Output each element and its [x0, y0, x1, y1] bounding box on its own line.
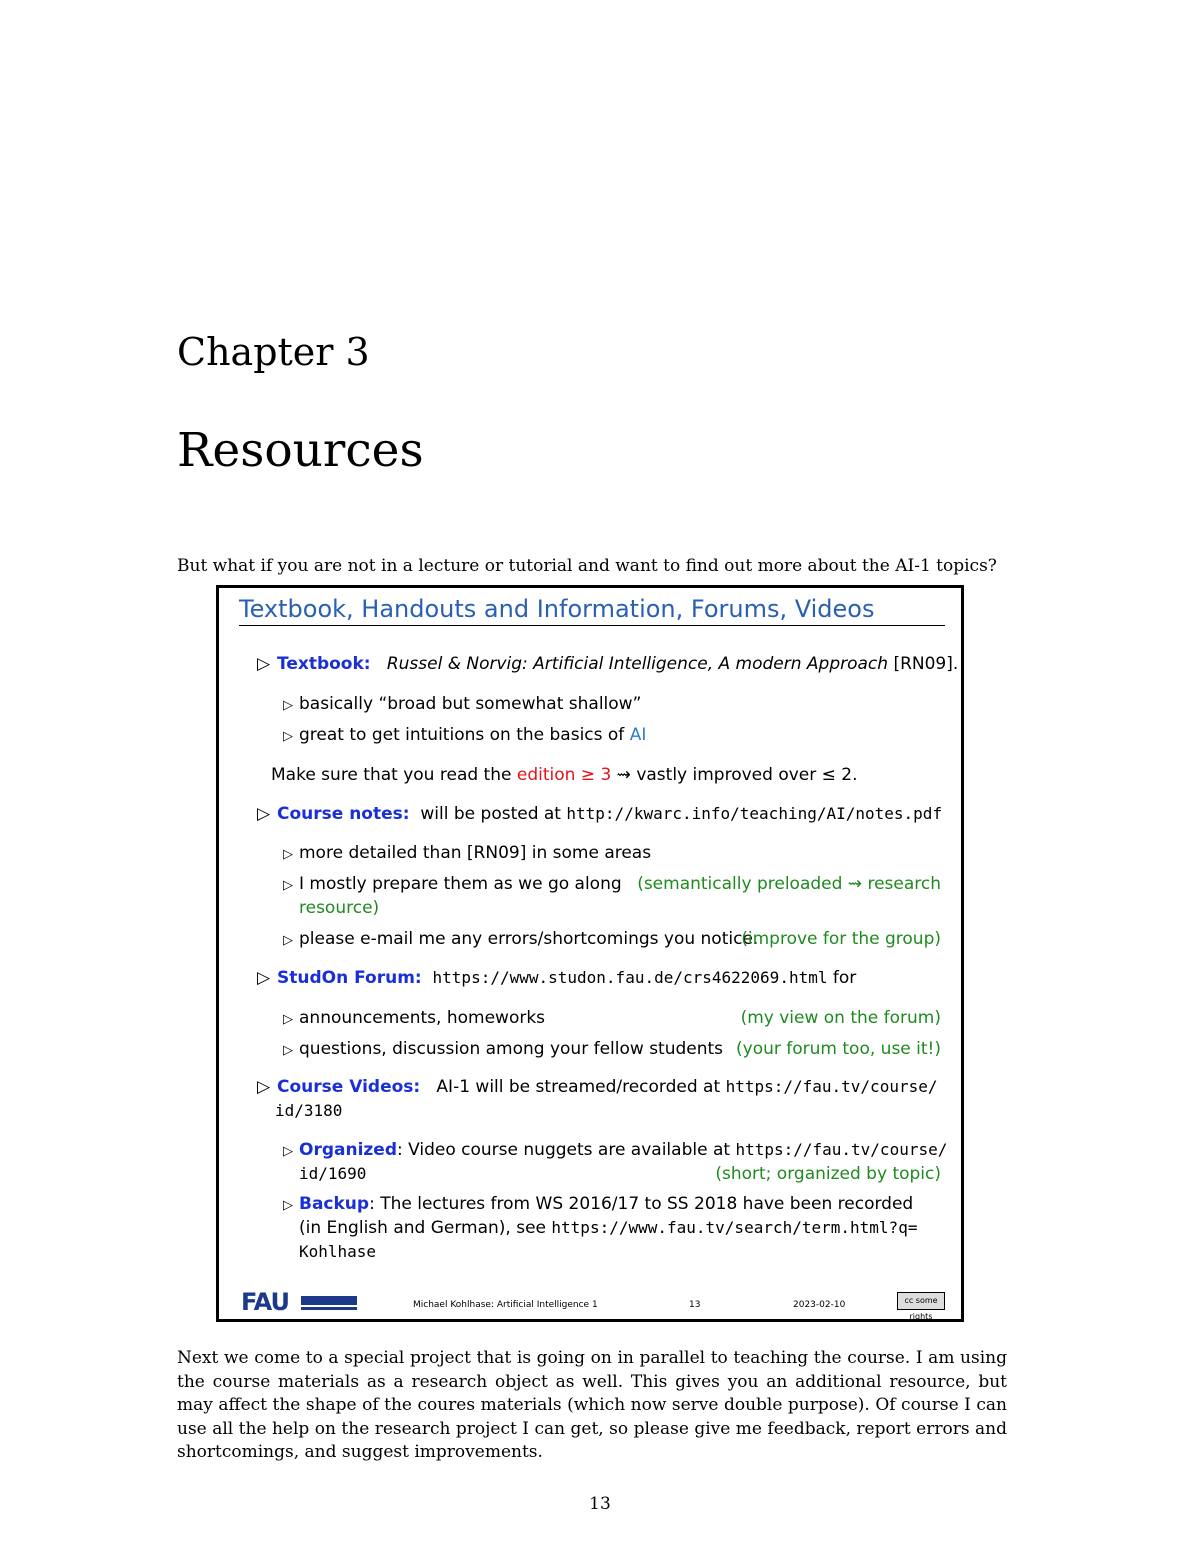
- notes-item: ▷ Course notes: will be posted at http://kwarc.info/teaching/AI/notes.pdf: [257, 804, 943, 824]
- notes-label: Course notes:: [277, 804, 410, 824]
- backup-label: Backup: [299, 1194, 370, 1214]
- videos-url[interactable]: https://fau.tv/course/: [725, 1077, 938, 1096]
- forum-sub1: ▷ announcements, homeworks: [283, 1008, 546, 1028]
- textbook-sub1: ▷ basically “broad but somewhat shallow”: [283, 694, 642, 714]
- forum-label: StudOn Forum:: [277, 968, 422, 988]
- footer-page: 13: [689, 1300, 701, 1310]
- notes-sub2: ▷ I mostly prepare them as we go along: [283, 874, 622, 894]
- bullet-small-triangle-icon: ▷: [283, 847, 293, 862]
- forum-url[interactable]: https://www.studon.fau.de/crs4622069.html: [432, 968, 828, 987]
- backup-url-cont[interactable]: Kohlhase: [299, 1242, 377, 1261]
- edition-highlight: edition ≥ 3: [516, 765, 612, 785]
- bullet-small-triangle-icon: ▷: [283, 1144, 293, 1159]
- textbook-reference: Russel & Norvig: Artificial Intelligence, A modern Approach: [386, 654, 889, 674]
- videos-item: ▷ Course Videos: AI-1 will be streamed/recorded at https://fau.tv/course/: [257, 1077, 938, 1097]
- make-sure-line: Make sure that you read the edition ≥ 3 ⇝ vastly improved over ≤ 2.: [271, 765, 858, 785]
- textbook-label: Textbook:: [277, 654, 371, 674]
- slide-title: Textbook, Handouts and Information, Forums, Videos: [239, 595, 945, 626]
- textbook-sub2: ▷ great to get intuitions on the basics of AI: [283, 725, 647, 745]
- ai-link[interactable]: AI: [629, 725, 647, 745]
- bullet-small-triangle-icon: ▷: [283, 698, 293, 713]
- textbook-citation: [RN09].: [893, 654, 959, 674]
- bullet-small-triangle-icon: ▷: [283, 1012, 293, 1027]
- notes-sub3-note: (improve for the group): [741, 929, 941, 949]
- bullet-triangle-icon: ▷: [257, 654, 271, 674]
- footer-author: Michael Kohlhase: Artificial Intelligence 1: [413, 1300, 598, 1310]
- closing-paragraph: Next we come to a special project that is going on in parallel to teaching the course. I am using the course materials as a research object as well. This gives you an additional resource, but may affect the shape of the coures materials (which now serve double purpose). Of course I can use all the help on the research project I can get, so please give me feedback, report errors and shortcomings, and suggest improvements.: [177, 1348, 1007, 1462]
- videos-organized: ▷ Organized: Video course nuggets are available at https://fau.tv/course/: [283, 1140, 948, 1160]
- slide-frame: [216, 585, 964, 1322]
- bullet-small-triangle-icon: ▷: [283, 933, 293, 948]
- fau-logo: FAU: [241, 1288, 289, 1316]
- forum-sub2: ▷ questions, discussion among your fellow students: [283, 1039, 724, 1059]
- forum-sub2-note: (your forum too, use it!): [736, 1039, 941, 1059]
- backup-line2: (in English and German), see https://www.fau.tv/search/term.html?q=: [299, 1218, 918, 1238]
- notes-sub1: ▷ more detailed than [RN09] in some areas: [283, 843, 652, 863]
- footer-date: 2023-02-10: [793, 1300, 846, 1310]
- organized-label: Organized: [299, 1140, 397, 1160]
- bullet-small-triangle-icon: ▷: [283, 878, 293, 893]
- bullet-triangle-icon: ▷: [257, 968, 271, 988]
- organized-url-cont[interactable]: id/1690: [299, 1164, 367, 1183]
- notes-sub2-note-cont: resource): [299, 898, 380, 918]
- chapter-title: Resources: [177, 423, 424, 478]
- bullet-small-triangle-icon: ▷: [283, 1198, 293, 1213]
- notes-url[interactable]: http://kwarc.info/teaching/AI/notes.pdf: [566, 804, 943, 823]
- slide-footer: [219, 1286, 961, 1321]
- textbook-item: [257, 654, 958, 674]
- intro-paragraph: But what if you are not in a lecture or tutorial and want to find out more about the AI-1 topics?: [177, 556, 997, 576]
- organized-url[interactable]: https://fau.tv/course/: [735, 1140, 948, 1159]
- fau-logo-bar-thin: [301, 1307, 357, 1310]
- videos-backup: ▷ Backup: The lectures from WS 2016/17 to SS 2018 have been recorded: [283, 1194, 914, 1214]
- backup-url[interactable]: https://www.fau.tv/search/term.html?q=: [551, 1218, 918, 1237]
- forum-sub1-note: (my view on the forum): [740, 1008, 941, 1028]
- notes-sub2-note: (semantically preloaded ⇝ research: [637, 874, 941, 894]
- bullet-triangle-icon: ▷: [257, 804, 271, 824]
- bullet-small-triangle-icon: ▷: [283, 1043, 293, 1058]
- videos-label: Course Videos:: [277, 1077, 421, 1097]
- page-number: 13: [589, 1494, 611, 1514]
- organized-note: (short; organized by topic): [715, 1164, 941, 1184]
- fau-logo-bar: [301, 1296, 357, 1305]
- notes-sub3: ▷ please e-mail me any errors/shortcomings you notice.: [283, 929, 759, 949]
- chapter-label: Chapter 3: [177, 330, 370, 374]
- bullet-small-triangle-icon: ▷: [283, 729, 293, 744]
- videos-url-cont[interactable]: id/3180: [275, 1101, 343, 1120]
- bullet-triangle-icon: ▷: [257, 1077, 271, 1097]
- cc-license-icon: cc some rights: [897, 1292, 945, 1310]
- forum-item: ▷ StudOn Forum: https://www.studon.fau.de/crs4622069.html for: [257, 968, 857, 988]
